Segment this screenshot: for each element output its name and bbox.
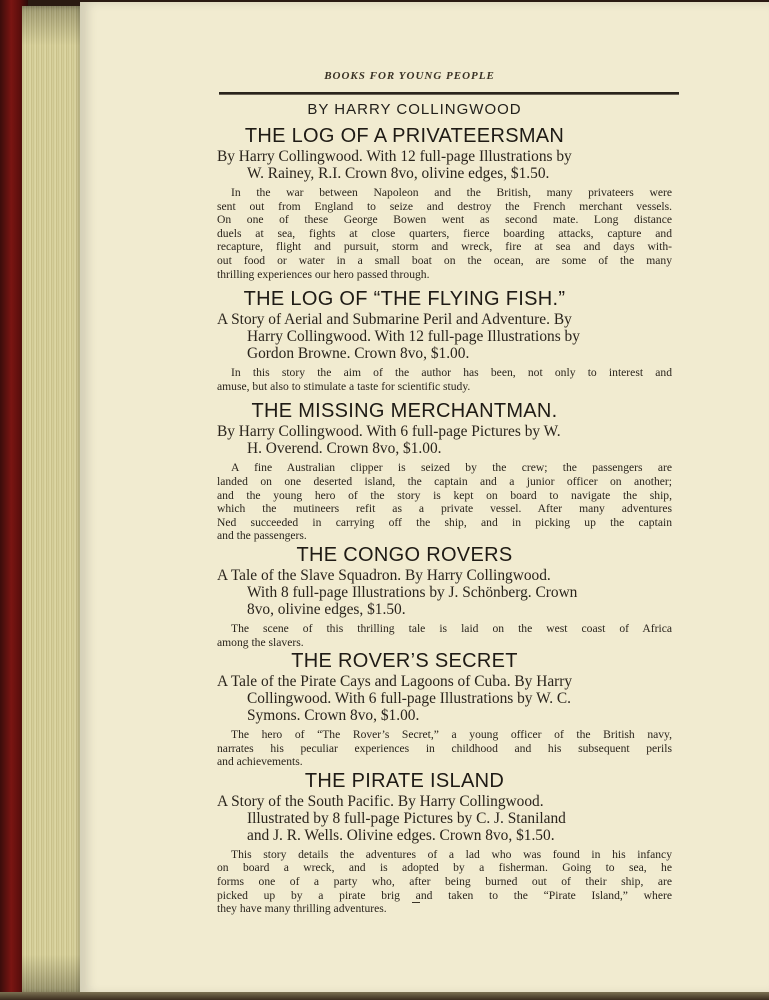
description-line: and J. R. Wells. Olivine edges. Crown 8vo, $1.50.: [247, 826, 555, 844]
page-footer-mark: [412, 902, 420, 903]
book-entry: [137, 543, 672, 649]
blurb-line: thrilling experiences our hero passed through.: [217, 267, 430, 281]
blurb-line: duels at sea, fights at close quarters, fierce boarding attacks, capture and: [217, 226, 672, 240]
book-title: THE LOG OF “THE FLYING FISH.”: [243, 288, 566, 311]
description-line: H. Overend. Crown 8vo, $1.00.: [247, 440, 442, 458]
book-title: THE LOG OF A PRIVATEERSMAN: [244, 125, 565, 147]
description-line: By Harry Collingwood. With 6 full-page Pictures by W.: [217, 423, 561, 441]
blurb-line: and the passengers.: [217, 529, 307, 543]
blurb-line: amuse, but also to stimulate a taste for scientific study.: [217, 379, 471, 393]
book-title: THE ROVER’S SECRET: [291, 650, 518, 673]
blurb-line: Ned succeeded in carrying off the ship, and in picking up the captain: [217, 515, 672, 529]
blurb-line: forms one of a party who, after being burned out of their ship, are: [217, 875, 672, 889]
description-line: Gordon Browne. Crown 8vo, $1.00.: [247, 345, 470, 363]
blurb-line: they have many thrilling adventures.: [217, 902, 387, 916]
blurb-line: out food or water in a small boat on the ocean, are some of the many: [217, 253, 672, 267]
book-blurb: [217, 366, 672, 393]
book-list: [137, 124, 672, 916]
description-line: With 8 full-page Illustrations by J. Schönberg. Crown: [247, 583, 578, 601]
book-title: THE PIRATE ISLAND: [304, 769, 505, 792]
book-title: THE MISSING MERCHANTMAN.: [251, 400, 558, 423]
blurb-line: The scene of this thrilling tale is laid on the west coast of Africa: [231, 621, 672, 635]
description-line: A Story of Aerial and Submarine Peril and Adventure. By: [217, 311, 572, 329]
description-line: A Tale of the Pirate Cays and Lagoons of Cuba. By Harry: [217, 673, 573, 691]
book-blurb: [217, 461, 672, 543]
book-blurb: [217, 186, 672, 281]
blurb-line: A fine Australian clipper is seized by the crew; the passengers are: [231, 461, 672, 475]
blurb-line: The hero of “The Rover’s Secret,” a young officer of the British navy,: [231, 728, 672, 742]
blurb-line: among the slavers.: [217, 635, 304, 649]
book-description: [217, 311, 672, 362]
blurb-line: and the young hero of the story is kept on board to navigate the ship,: [217, 488, 672, 502]
blurb-line: This story details the adventures of a lad who was found in his infancy: [231, 847, 672, 861]
author-heading: BY HARRY COLLINGWOOD: [307, 101, 522, 118]
blurb-line: recapture, flight and pursuit, storm and wreck, fire at sea and days with-: [217, 240, 672, 254]
blurb-line: on board a wreck, and is adopted by a fisherman. Going to sea, he: [217, 861, 672, 875]
running-head: BOOKS FOR YOUNG PEOPLE: [324, 70, 495, 82]
book-blurb: [217, 848, 672, 916]
blurb-line: narrates his peculiar experiences in childhood and his subsequent perils: [217, 741, 672, 755]
book-entry: [137, 769, 672, 916]
blurb-line: In this story the aim of the author has been, not only to interest and: [231, 366, 672, 380]
book-entry: [137, 287, 672, 393]
book-description: [217, 423, 672, 457]
header-rule: [219, 92, 679, 95]
page-bottom-edge: [0, 992, 769, 1000]
description-line: Collingwood. With 6 full-page Illustrations by W. C.: [247, 690, 571, 708]
description-line: W. Rainey, R.I. Crown 8vo, olivine edges, $1.50.: [247, 165, 550, 182]
blurb-line: which the mutineers refit as a private vessel. After many adventures: [217, 502, 672, 516]
description-line: 8vo, olivine edges, $1.50.: [247, 600, 406, 618]
book-description: [217, 793, 672, 844]
book-description: [217, 567, 672, 618]
book-description: [217, 148, 672, 182]
book-blurb: [217, 728, 672, 769]
description-line: A Tale of the Slave Squadron. By Harry Collingwood.: [217, 566, 551, 584]
book-title: THE CONGO ROVERS: [296, 543, 513, 566]
blurb-line: In the war between Napoleon and the British, many privateers were: [231, 186, 672, 199]
book-blurb: [217, 622, 672, 649]
blurb-line: landed on one deserted island, the captain and a junior officer on another;: [217, 474, 672, 488]
description-line: Illustrated by 8 full-page Pictures by C. J. Staniland: [247, 809, 566, 827]
description-line: Harry Collingwood. With 12 full-page Illustrations by: [247, 328, 580, 346]
blurb-line: and achievements.: [217, 755, 303, 769]
blurb-line: sent out from England to seize and destroy the French merchant vessels.: [217, 199, 672, 213]
description-line: Symons. Crown 8vo, $1.00.: [247, 707, 420, 725]
page-edges: [22, 6, 84, 994]
description-line: By Harry Collingwood. With 12 full-page Illustrations by: [217, 148, 572, 165]
page-content: [137, 70, 672, 916]
book-entry: [137, 399, 672, 543]
blurb-line: picked up by a pirate brig and taken to the “Pirate Island,” where: [217, 888, 672, 902]
book-entry: [137, 649, 672, 769]
description-line: A Story of the South Pacific. By Harry Collingwood.: [217, 792, 544, 810]
book-description: [217, 673, 672, 724]
blurb-line: On one of these George Bowen went as second mate. Long distance: [217, 213, 672, 227]
book-entry: [137, 124, 672, 281]
